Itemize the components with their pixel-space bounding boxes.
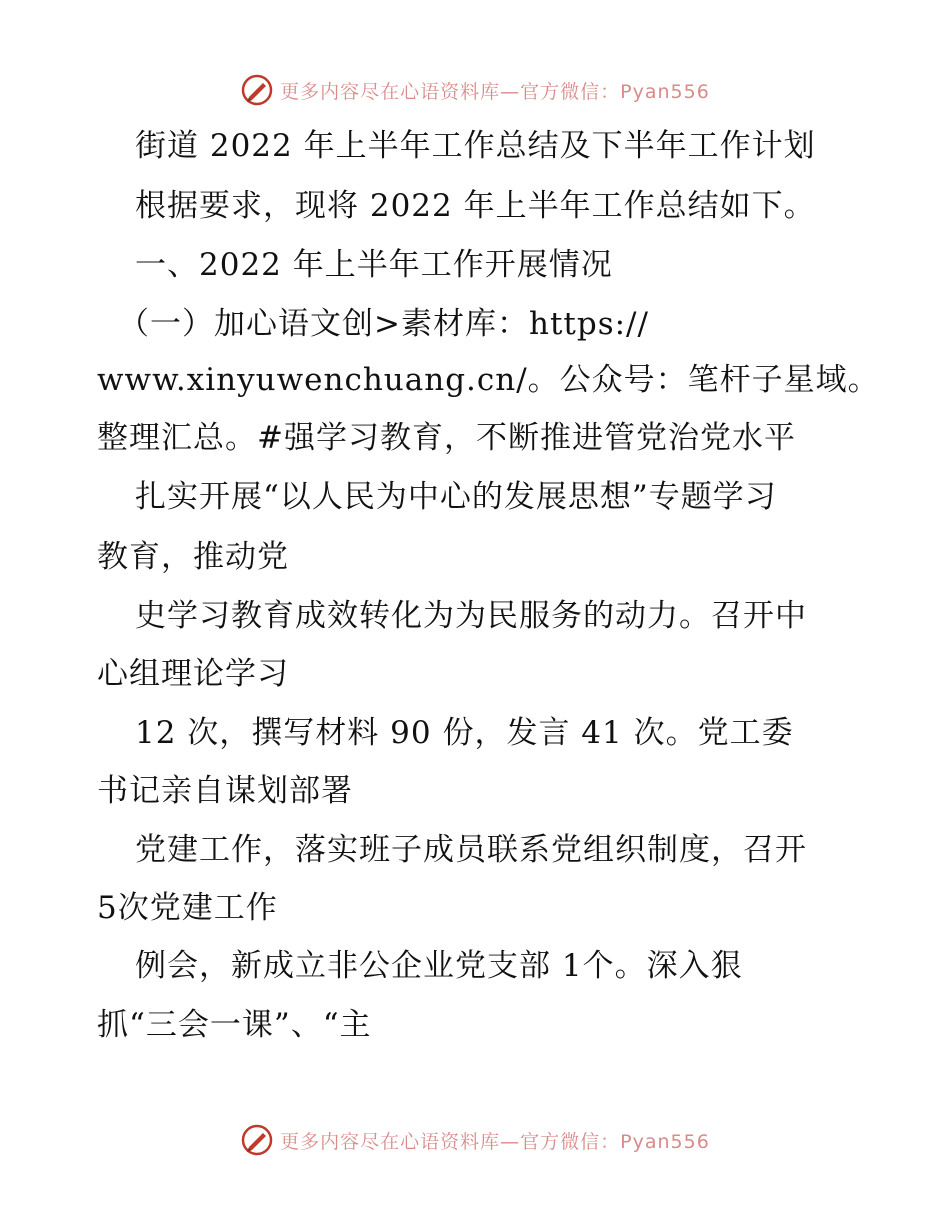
paragraph-line: 12 次，撰写材料 90 份，发言 41 次。党工委	[135, 715, 794, 751]
paragraph-line: www.xinyuwenchuang.cn/。公众号：笔杆子星域。	[97, 362, 880, 398]
paragraph-line: 扎实开展“以人民为中心的发展思想”专题学习	[135, 479, 777, 515]
paragraph-line: 抓“三会一课”、“主	[97, 1007, 372, 1043]
brand-logo-icon	[240, 73, 274, 107]
brand-logo-icon	[240, 1123, 274, 1157]
section-heading: 一、2022 年上半年工作开展情况	[135, 247, 613, 283]
paragraph-line: 史学习教育成效转化为为民服务的动力。召开中	[135, 598, 807, 634]
footer-watermark	[0, 1120, 950, 1160]
paragraph-line: 教育，推动党	[97, 539, 289, 575]
paragraph-line: 党建工作，落实班子成员联系党组织制度，召开	[135, 832, 807, 868]
paragraph-line: 根据要求，现将 2022 年上半年工作总结如下。	[135, 188, 816, 224]
paragraph-line: 例会，新成立非公企业党支部 1个。深入狠	[135, 948, 743, 984]
watermark-text: 更多内容尽在心语资料库—官方微信：Pyan556	[280, 1130, 710, 1153]
watermark-text: 更多内容尽在心语资料库—官方微信：Pyan556	[280, 80, 710, 103]
paragraph-line: 5次党建工作	[97, 890, 278, 926]
paragraph-line: 整理汇总。#强学习教育，不断推进管党治党水平	[97, 420, 796, 456]
paragraph-line: 心组理论学习	[97, 656, 289, 692]
paragraph-line: （一）加心语文创>素材库：https://	[118, 306, 649, 342]
header-watermark	[0, 70, 950, 110]
paragraph-line: 书记亲自谋划部署	[97, 773, 353, 809]
document-title: 街道 2022 年上半年工作总结及下半年工作计划	[135, 128, 816, 164]
